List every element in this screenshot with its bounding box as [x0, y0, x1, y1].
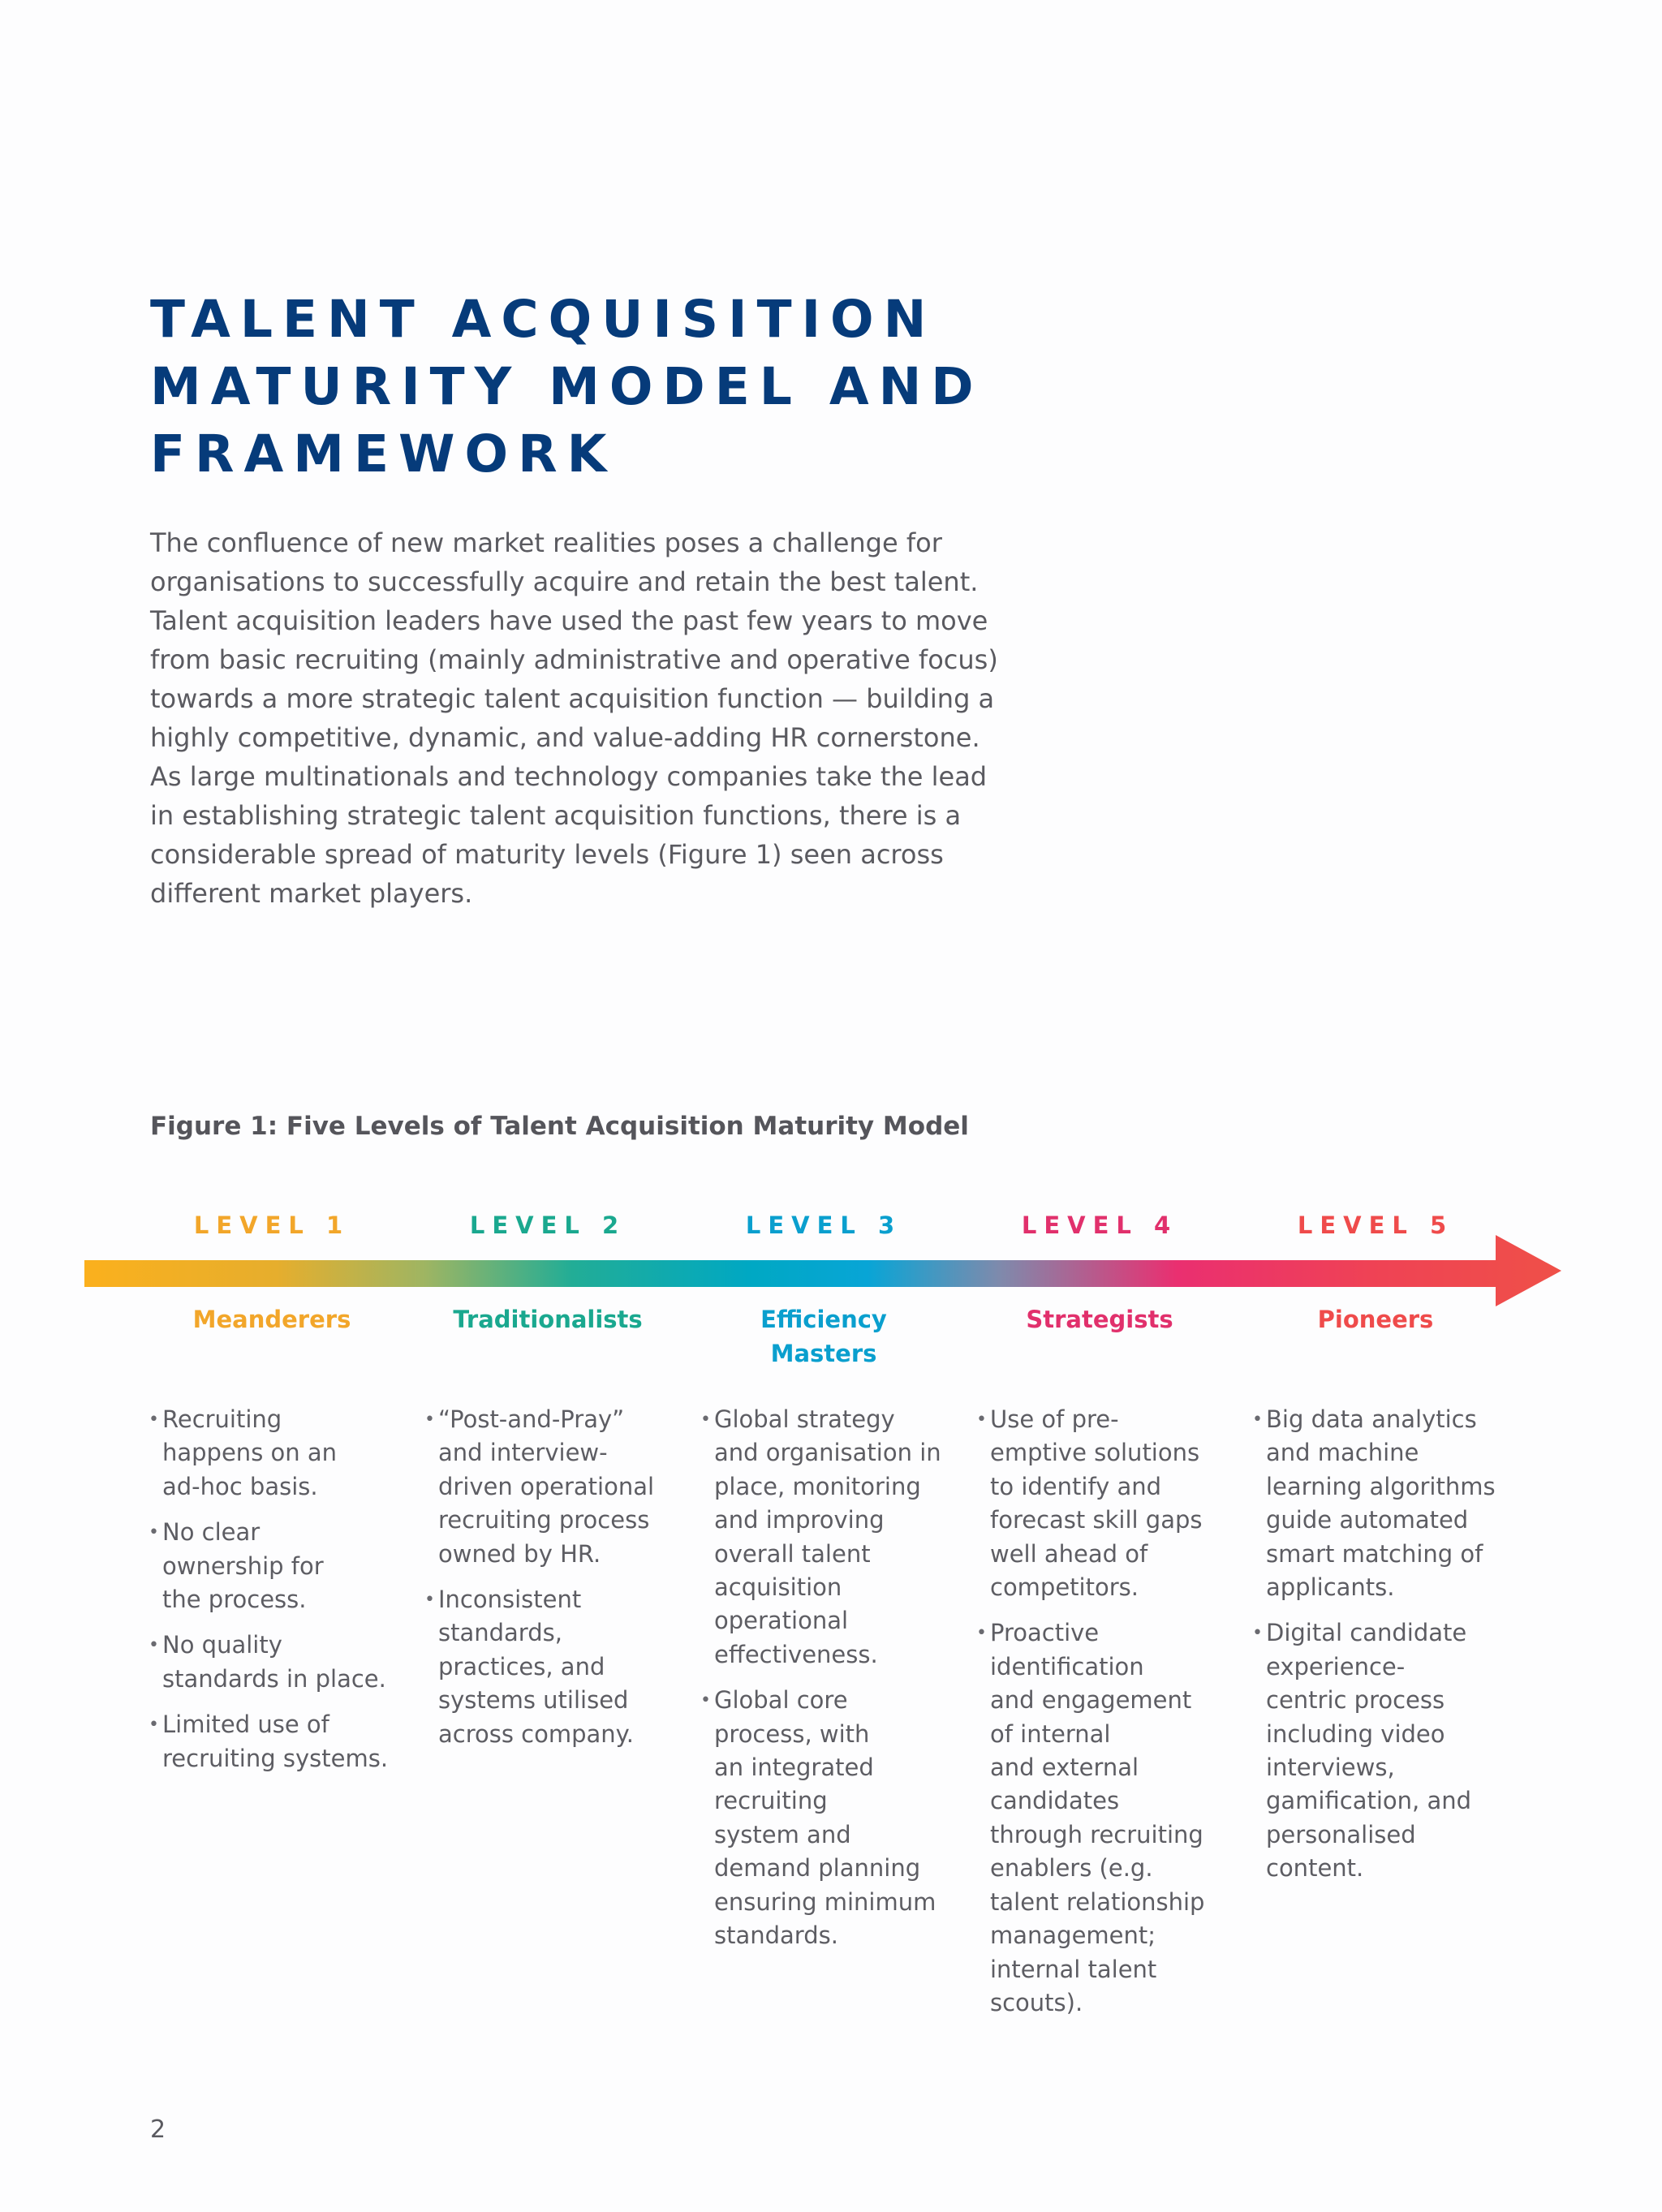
bullet-item — [150, 1403, 402, 1504]
bullet-item — [150, 1629, 402, 1696]
bullet-line: content. — [1266, 1854, 1364, 1883]
bullet-line: • “Post-and-Pray” — [438, 1405, 625, 1433]
bullet-item — [702, 1684, 954, 1952]
bullet-line: through recruiting — [990, 1820, 1203, 1848]
title-line: TALENT ACQUISITION — [150, 290, 936, 349]
bullet-line: and machine — [1266, 1439, 1419, 1467]
bullet-line: system and — [714, 1820, 851, 1848]
title-line: MATURITY MODEL AND — [150, 357, 984, 416]
bullet-line: talent relationship — [990, 1887, 1205, 1916]
level-4-bullets — [978, 1403, 1229, 2032]
bullet-line: smart matching of — [1266, 1539, 1483, 1568]
role-line: Strategists — [1026, 1306, 1173, 1333]
bullet-line: well ahead of — [990, 1539, 1148, 1568]
intro-line: Talent acquisition leaders have used the past few years to move — [150, 605, 988, 636]
bullet-item — [150, 1708, 402, 1775]
maturity-arrow — [84, 1234, 1561, 1307]
bullet-item — [426, 1403, 678, 1571]
level-5-bullets — [1254, 1403, 1505, 1898]
page-number: 2 — [150, 2115, 166, 2144]
bullet-line: effectiveness. — [714, 1640, 878, 1668]
bullet-line: and improving — [714, 1506, 885, 1534]
intro-line: considerable spread of maturity levels (Figure 1) seen across — [150, 839, 944, 870]
bullet-item — [1254, 1616, 1505, 1885]
bullet-line: scouts). — [990, 1988, 1083, 2016]
bullet-line: ownership for — [162, 1551, 324, 1580]
intro-paragraph — [150, 523, 1027, 913]
level-1-role — [150, 1302, 394, 1336]
level-2-bullets — [426, 1403, 678, 1763]
bullet-line: place, monitoring — [714, 1472, 921, 1500]
bullet-line: forecast skill gaps — [990, 1506, 1203, 1534]
bullet-line: ensuring minimum — [714, 1887, 936, 1916]
intro-line: in establishing strategic talent acquisition functions, there is a — [150, 800, 962, 831]
bullet-line: • Global strategy — [714, 1405, 895, 1433]
level-5-label: LEVEL 5 — [1297, 1211, 1454, 1239]
bullet-line: including video — [1266, 1719, 1445, 1748]
bullet-line: learning algorithms — [1266, 1472, 1496, 1500]
bullet-line: operational — [714, 1607, 849, 1635]
bullet-line: personalised — [1266, 1820, 1416, 1848]
bullet-line: recruiting systems. — [162, 1744, 389, 1772]
bullet-line: centric process — [1266, 1686, 1445, 1715]
bullet-line: applicants. — [1266, 1573, 1395, 1602]
bullet-line: process, with — [714, 1719, 870, 1748]
bullet-line: competitors. — [990, 1573, 1139, 1602]
bullet-line: • Use of pre- — [990, 1405, 1119, 1433]
role-line: Traditionalists — [453, 1306, 643, 1333]
bullet-line: and engagement — [990, 1686, 1192, 1715]
role-line: Masters — [770, 1340, 877, 1367]
level-2-role — [426, 1302, 670, 1336]
bullet-line: gamification, and — [1266, 1787, 1472, 1815]
intro-line: different market players. — [150, 878, 473, 909]
bullet-line: practices, and — [438, 1652, 605, 1681]
level-3-label: LEVEL 3 — [745, 1211, 902, 1239]
bullet-line: standards. — [714, 1922, 838, 1950]
intro-line: towards a more strategic talent acquisition function — building a — [150, 683, 995, 714]
role-line: Efficiency — [760, 1306, 887, 1333]
bullet-line: internal talent — [990, 1955, 1157, 1983]
bullet-item — [978, 1616, 1229, 2020]
bullet-item — [426, 1583, 678, 1751]
level-4-role — [978, 1302, 1221, 1336]
bullet-line: enablers (e.g. — [990, 1854, 1153, 1883]
bullet-line: overall talent — [714, 1539, 871, 1568]
bullet-line: • No quality — [162, 1631, 282, 1659]
bullet-line: ad-hoc basis. — [162, 1472, 318, 1500]
intro-line: As large multinationals and technology companies take the lead — [150, 761, 988, 792]
bullet-line: • Digital candidate — [1266, 1619, 1467, 1647]
bullet-line: • Recruiting — [162, 1405, 282, 1433]
bullet-line: • Proactive — [990, 1619, 1100, 1647]
bullet-line: driven operational — [438, 1472, 655, 1500]
bullet-line: demand planning — [714, 1854, 921, 1883]
bullet-line: • Limited use of — [162, 1711, 329, 1739]
bullet-line: experience- — [1266, 1652, 1406, 1681]
page-title — [150, 286, 1083, 488]
level-5-role — [1254, 1302, 1497, 1336]
bullet-line: identification — [990, 1652, 1144, 1681]
intro-line: highly competitive, dynamic, and value-adding HR cornerstone. — [150, 722, 980, 753]
bullet-line: of internal — [990, 1719, 1111, 1748]
bullet-item — [150, 1516, 402, 1616]
bullet-line: interviews, — [1266, 1754, 1395, 1782]
bullet-line: and external — [990, 1754, 1139, 1782]
bullet-line: standards, — [438, 1619, 562, 1647]
bullet-line: • Big data analytics — [1266, 1405, 1477, 1433]
bullet-line: across company. — [438, 1719, 634, 1748]
bullet-line: and organisation in — [714, 1439, 941, 1467]
intro-line: from basic recruiting (mainly administrative and operative focus) — [150, 644, 998, 675]
bullet-line: to identify and — [990, 1472, 1162, 1500]
level-2-label: LEVEL 2 — [469, 1211, 626, 1239]
title-line: FRAMEWORK — [150, 424, 617, 484]
bullet-line: acquisition — [714, 1573, 842, 1602]
bullet-line: happens on an — [162, 1439, 338, 1467]
arrow-shape — [84, 1235, 1561, 1306]
bullet-line: • Global core — [714, 1686, 848, 1715]
level-3-bullets — [702, 1403, 954, 1965]
level-1-label: LEVEL 1 — [193, 1211, 351, 1239]
bullet-line: owned by HR. — [438, 1539, 601, 1568]
level-3-role — [702, 1302, 945, 1371]
bullet-item — [978, 1403, 1229, 1604]
bullet-line: an integrated — [714, 1754, 874, 1782]
intro-line: organisations to successfully acquire and retain the best talent. — [150, 566, 979, 597]
bullet-line: • No clear — [162, 1518, 260, 1547]
intro-line: The confluence of new market realities poses a challenge for — [150, 527, 942, 558]
level-1-bullets — [150, 1403, 402, 1788]
bullet-line: guide automated — [1266, 1506, 1469, 1534]
figure-caption: Figure 1: Five Levels of Talent Acquisition Maturity Model — [150, 1112, 969, 1141]
bullet-item — [702, 1403, 954, 1672]
bullet-line: emptive solutions — [990, 1439, 1200, 1467]
bullet-line: and interview- — [438, 1439, 608, 1467]
bullet-line: • Inconsistent — [438, 1586, 582, 1614]
bullet-line: recruiting process — [438, 1506, 650, 1534]
bullet-line: standards in place. — [162, 1664, 386, 1693]
role-line: Pioneers — [1317, 1306, 1434, 1333]
bullet-line: management; — [990, 1922, 1156, 1950]
bullet-line: systems utilised — [438, 1686, 629, 1715]
level-4-label: LEVEL 4 — [1021, 1211, 1178, 1239]
bullet-item — [1254, 1403, 1505, 1604]
bullet-line: recruiting — [714, 1787, 828, 1815]
bullet-line: candidates — [990, 1787, 1120, 1815]
role-line: Meanderers — [192, 1306, 351, 1333]
bullet-line: the process. — [162, 1586, 307, 1614]
